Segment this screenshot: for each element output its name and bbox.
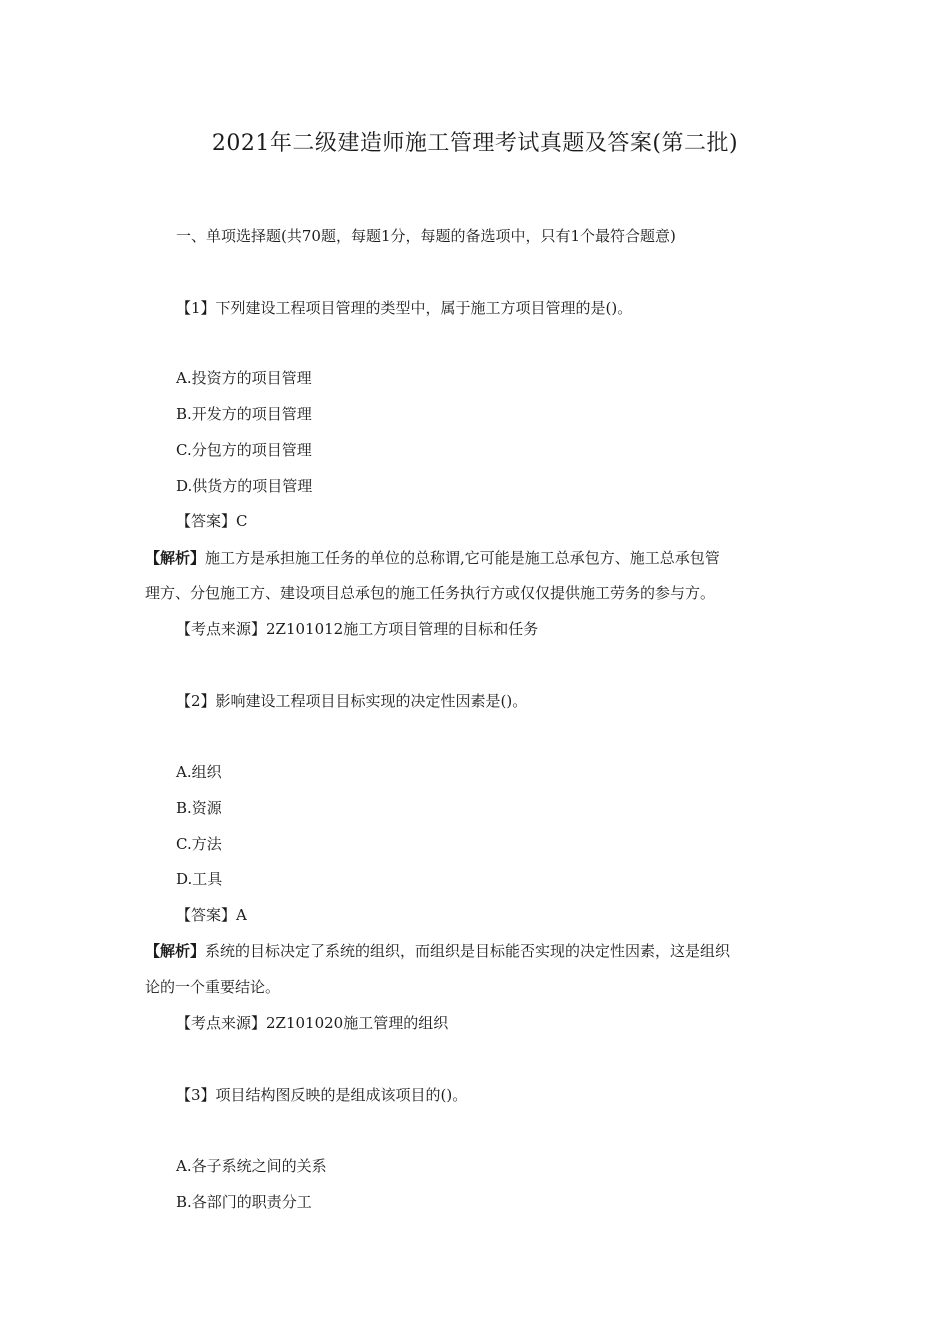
- question-2-analysis: [145, 941, 730, 961]
- question-1-analysis-cont: 理方、分包施工方、建设项目总承包的施工任务执行方或仅仅提供施工劳务的参与方。: [145, 584, 716, 602]
- question-2-stem: 【2】影响建设工程项目目标实现的决定性因素是()。: [176, 692, 528, 710]
- analysis-text: 施工方是承担施工任务的单位的总称谓,它可能是施工总承包方、施工总承包管: [205, 549, 720, 567]
- question-1-option-d: D.供货方的项目管理: [176, 477, 313, 495]
- analysis-label: 【解析】: [145, 549, 206, 567]
- question-3-option-a: A.各子系统之间的关系: [176, 1157, 327, 1175]
- question-3-option-b: B.各部门的职责分工: [176, 1193, 312, 1211]
- section-heading: 一、单项选择题(共70题，每题1分，每题的备选项中，只有1个最符合题意): [176, 227, 676, 245]
- question-2-option-c: C.方法: [176, 835, 222, 853]
- analysis-text: 系统的目标决定了系统的组织，而组织是目标能否实现的决定性因素，这是组织: [205, 942, 731, 960]
- question-1-stem: 【1】下列建设工程项目管理的类型中，属于施工方项目管理的是()。: [176, 299, 633, 317]
- question-1-option-a: A.投资方的项目管理: [176, 369, 312, 387]
- question-2-answer: 【答案】A: [176, 906, 247, 924]
- question-1-option-b: B.开发方的项目管理: [176, 405, 312, 423]
- question-1-analysis: [145, 548, 720, 568]
- question-2-source: 【考点来源】2Z101020施工管理的组织: [176, 1014, 449, 1032]
- question-1-answer: 【答案】C: [176, 512, 248, 530]
- question-1-source: 【考点来源】2Z101012施工方项目管理的目标和任务: [176, 620, 539, 638]
- analysis-label: 【解析】: [145, 942, 206, 960]
- question-2-option-d: D.工具: [176, 870, 223, 888]
- question-2-analysis-cont: 论的一个重要结论。: [145, 978, 281, 996]
- question-2-option-a: A.组织: [176, 763, 222, 781]
- page-title: 2021年二级建造师施工管理考试真题及答案(第二批): [211, 131, 739, 156]
- question-2-option-b: B.资源: [176, 799, 222, 817]
- question-1-option-c: C.分包方的项目管理: [176, 441, 312, 459]
- question-3-stem: 【3】项目结构图反映的是组成该项目的()。: [176, 1086, 468, 1104]
